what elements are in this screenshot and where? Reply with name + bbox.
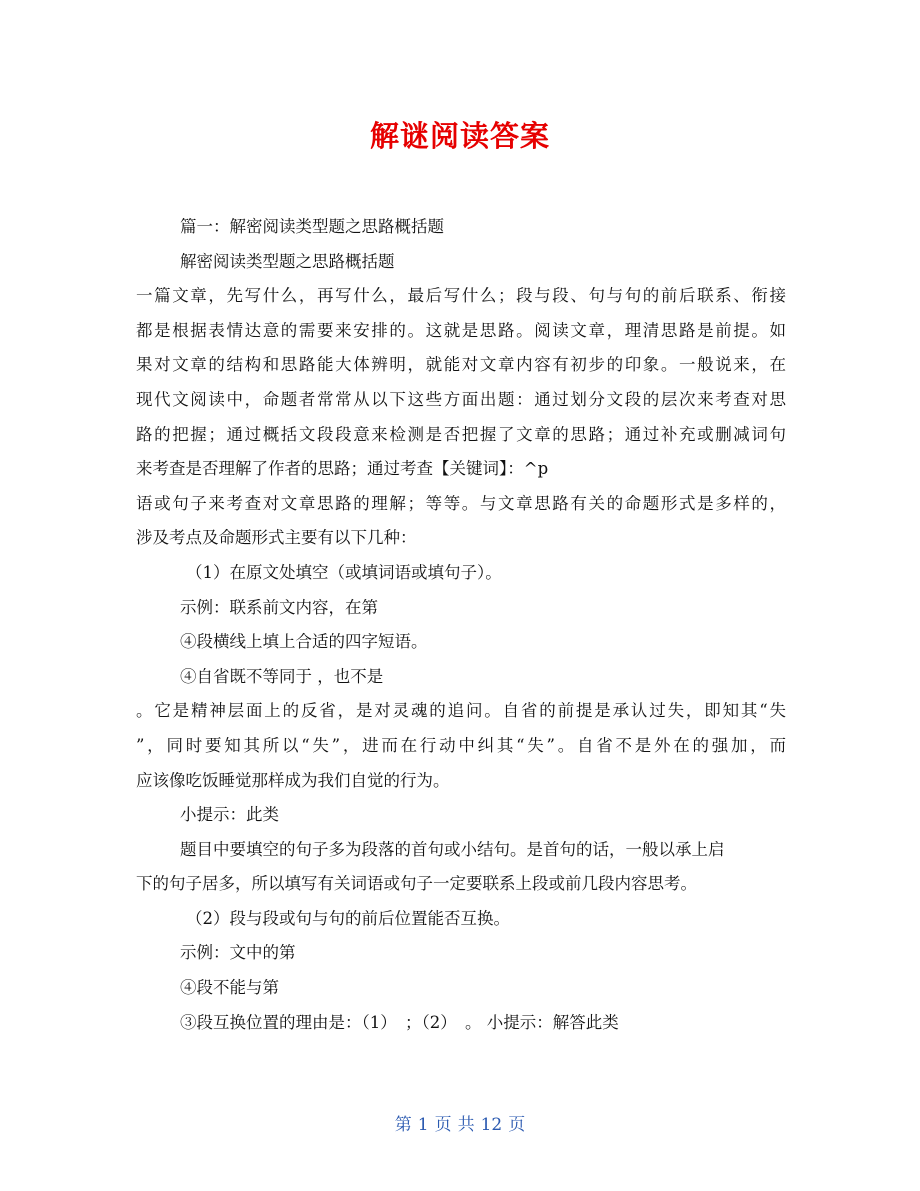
paragraph-line: ”，同时要知其所以“失”，进而在行动中纠其“失”。自省不是外在的强加，而 [136, 735, 786, 755]
paragraph-line: 涉及考点及命题形式主要有以下几种： [136, 528, 417, 548]
page-label-mid: 页 [434, 1115, 452, 1135]
paragraph-line: 都是根据表情达意的需要来安排的。这就是思路。阅读文章，理清思路是前提。如 [136, 320, 786, 340]
document-title: 解谜阅读答案 [369, 119, 550, 153]
page-current-number: 1 [417, 1115, 429, 1135]
document-body [136, 210, 786, 1040]
list-item: （1）在原文处填空（或填词语或填句子）。 [186, 562, 502, 582]
tip-line: 小提示：此类 [180, 805, 279, 825]
subheading: 解密阅读类型题之思路概括题 [180, 251, 395, 271]
page-label-prefix: 第 [394, 1115, 412, 1135]
example-line: ④段横线上填上合适的四字短语。 [180, 632, 428, 652]
example-line: ④段不能与第 [180, 978, 279, 998]
page-total-number: 12 [480, 1115, 503, 1135]
paragraph-line: 题目中要填空的句子多为段落的首句或小结句。是首句的话，一般以承上启 [180, 839, 725, 859]
example-line: 示例：联系前文内容，在第 [180, 597, 378, 617]
paragraph-line: 来考查是否理解了作者的思路；通过考查【关键词】：^p [136, 459, 549, 479]
section-heading: 篇一：解密阅读类型题之思路概括题 [180, 217, 444, 236]
example-line: ④自省既不等同于 ，也不是 [180, 666, 384, 686]
list-item: （2）段与段或句与句的前后位置能否互换。 [186, 908, 510, 928]
paragraph-line: 下的句子居多，所以填写有关词语或句子一定要联系上段或前几段内容思考。 [136, 874, 697, 894]
paragraph-line: 语或句子来考查对文章思路的理解；等等。与文章思路有关的命题形式是多样的， [136, 493, 786, 513]
example-line: ③段互换位置的理由是：（1） ；（2） 。 小提示：解答此类 [180, 1012, 619, 1032]
paragraph-line: 路的把握；通过概括文段段意来检测是否把握了文章的思路；通过补充或删减词句 [136, 424, 786, 444]
example-line: 示例：文中的第 [180, 943, 296, 963]
paragraph-line: 应该像吃饭睡觉那样成为我们自觉的行为。 [136, 770, 450, 790]
paragraph-line: 果对文章的结构和思路能大体辨明，就能对文章内容有初步的印象。一般说来，在 [136, 355, 786, 375]
paragraph-line: 一篇文章，先写什么，再写什么，最后写什么；段与段、句与句的前后联系、衔接 [136, 286, 786, 306]
page-label-suffix: 页 [508, 1115, 526, 1135]
paragraph-line: 现代文阅读中，命题者常常从以下这些方面出题：通过划分文段的层次来考查对思 [136, 389, 786, 409]
page-footer [0, 1110, 920, 1140]
paragraph-line: 。它是精神层面上的反省，是对灵魂的追问。自省的前提是承认过失，即知其“失 [136, 701, 786, 721]
page-total-label: 共 [457, 1115, 475, 1135]
